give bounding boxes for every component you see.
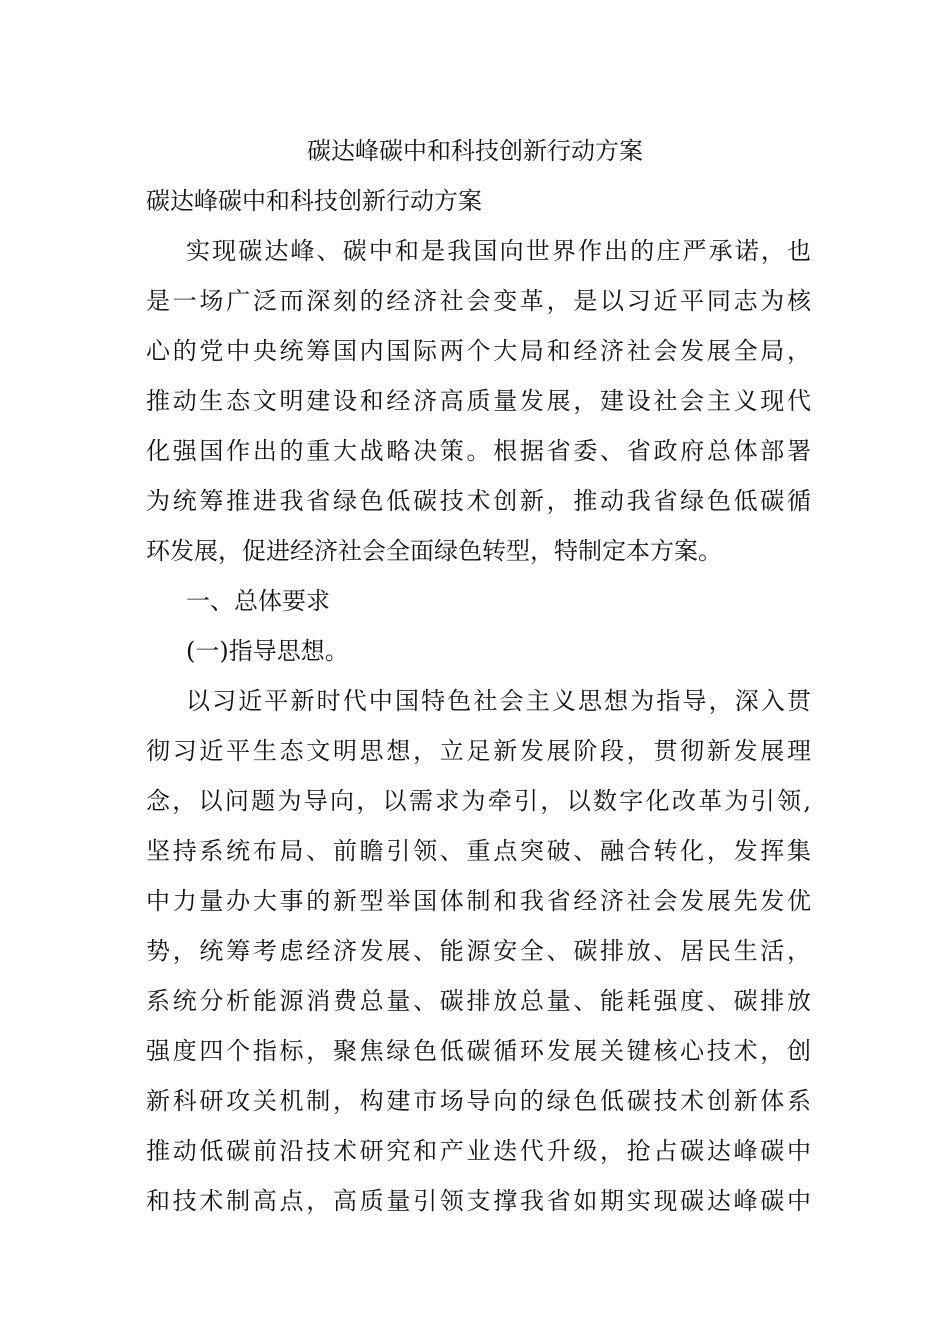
document-subtitle: 碳达峰碳中和科技创新行动方案: [146, 187, 482, 215]
paragraph-line: 中力量办大事的新型举国体制和我省经济社会发展先发优: [146, 887, 811, 915]
paragraph-line: 强度四个指标，聚焦绿色低碳循环发展关键核心技术，创: [146, 1037, 811, 1065]
paragraph-line: 是一场广泛而深刻的经济社会变革，是以习近平同志为核: [146, 287, 811, 315]
paragraph-line: 为统筹推进我省绿色低碳技术创新，推动我省绿色低碳循: [146, 487, 811, 515]
document-title: 碳达峰碳中和科技创新行动方案: [307, 137, 643, 165]
paragraph-line: 坚持系统布局、前瞻引领、重点突破、融合转化，发挥集: [146, 837, 811, 865]
paragraph-line: 和技术制高点，高质量引领支撑我省如期实现碳达峰碳中: [146, 1187, 811, 1215]
section-heading: 一、总体要求: [186, 587, 330, 615]
paragraph-line: 心的党中央统筹国内国际两个大局和经济社会发展全局，: [146, 337, 811, 365]
paragraph-line: 念，以问题为导向，以需求为牵引，以数字化改革为引领,: [146, 787, 811, 815]
paragraph-line: 实现碳达峰、碳中和是我国向世界作出的庄严承诺，也: [186, 237, 811, 265]
paragraph-line: 化强国作出的重大战略决策。根据省委、省政府总体部署: [146, 437, 811, 465]
paragraph-line: 环发展，促进经济社会全面绿色转型，特制定本方案。: [146, 537, 722, 565]
paragraph-line: 推动生态文明建设和经济高质量发展，建设社会主义现代: [146, 387, 811, 415]
paragraph-line: 彻习近平生态文明思想，立足新发展阶段，贯彻新发展理: [146, 737, 811, 765]
paragraph-line: 势，统筹考虑经济发展、能源安全、碳排放、居民生活，: [146, 937, 811, 965]
subsection-heading: (一)指导思想。: [186, 637, 349, 665]
paragraph-line: 以习近平新时代中国特色社会主义思想为指导，深入贯: [186, 687, 811, 715]
paragraph-line: 系统分析能源消费总量、碳排放总量、能耗强度、碳排放: [146, 987, 811, 1015]
paragraph-line: 新科研攻关机制，构建市场导向的绿色低碳技术创新体系: [146, 1087, 811, 1115]
paragraph-line: 推动低碳前沿技术研究和产业迭代升级，抢占碳达峰碳中: [146, 1137, 811, 1165]
